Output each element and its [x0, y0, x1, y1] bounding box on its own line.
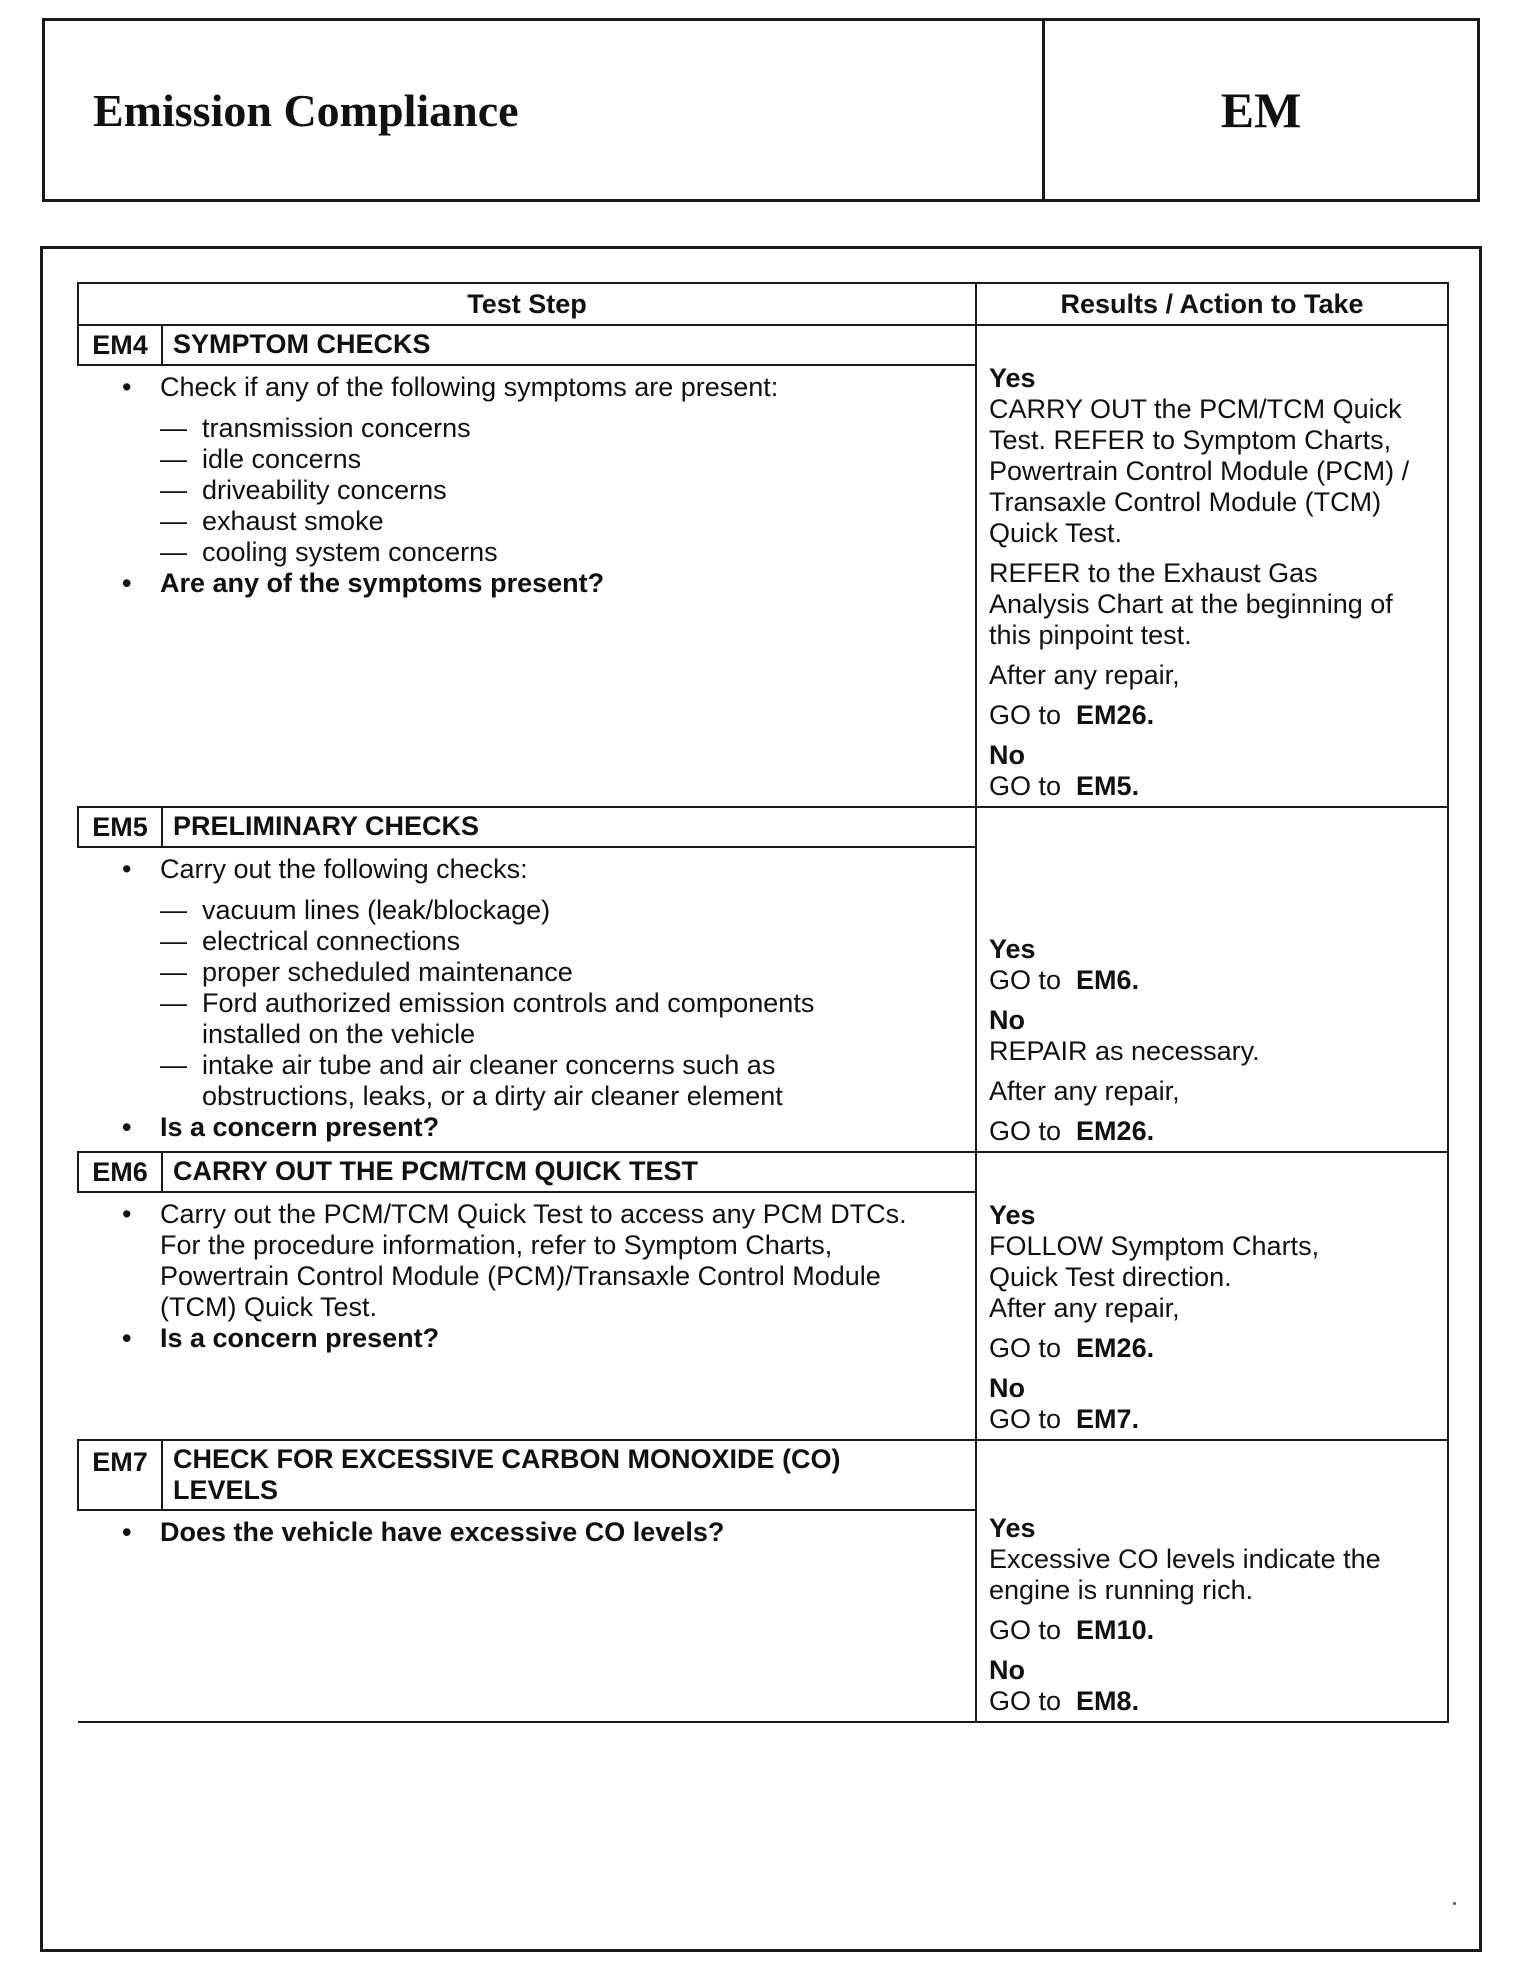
step-title: CHECK FOR EXCESSIVE CARBON MONOXIDE (CO) LEVELS: [162, 1440, 976, 1510]
step-question: • Is a concern present?: [118, 1112, 965, 1143]
step-id: EM6: [78, 1152, 162, 1192]
result-line: Quick Test direction.: [989, 1262, 1232, 1292]
scan-speck: [1453, 1902, 1456, 1905]
yes-label: Yes: [989, 934, 1036, 964]
result-line: this pinpoint test.: [989, 620, 1192, 650]
step-id: EM4: [78, 325, 162, 365]
step-title: PRELIMINARY CHECKS: [162, 807, 976, 847]
result-line: engine is running rich.: [989, 1575, 1254, 1605]
list-item: — driveability concerns: [160, 475, 447, 505]
list-item: — proper scheduled maintenance: [160, 957, 573, 987]
step-header-row: [78, 807, 1448, 847]
goto-prefix: GO to: [989, 771, 1062, 801]
step-result: [976, 1152, 1448, 1440]
step-body: [78, 1510, 976, 1722]
goto-prefix: GO to: [989, 700, 1062, 730]
result-line: CARRY OUT the PCM/TCM Quick: [989, 394, 1402, 424]
bullet-intro: • Carry out the PCM/TCM Quick Test to access any PCM DTCs. For the procedure information, refer to Symptom Charts, Powertrain Control Module (PCM)/Transaxle Control Module (TCM) Quick Test.: [118, 1199, 935, 1323]
list-item: — electrical connections: [160, 926, 461, 956]
result-line: Powertrain Control Module (PCM) /: [989, 456, 1410, 486]
step-result: [976, 1440, 1448, 1722]
list-item: — transmission concerns: [160, 413, 471, 443]
result-line: REFER to the Exhaust Gas: [989, 558, 1318, 588]
no-label: No: [989, 740, 1025, 770]
section-code: EM: [1220, 82, 1302, 138]
goto-step-ref: EM7.: [1076, 1404, 1140, 1434]
step-result: [976, 807, 1448, 1152]
step-header-row: [78, 1440, 1448, 1510]
step-id: EM7: [78, 1440, 162, 1510]
yes-label: Yes: [989, 363, 1036, 393]
bullet-intro: • Check if any of the following symptoms are present:: [118, 372, 965, 403]
step-body: [78, 847, 976, 1152]
result-line: Excessive CO levels indicate the: [989, 1544, 1381, 1574]
table-header-row: [78, 283, 1448, 325]
bullet-intro: • Carry out the following checks:: [118, 854, 965, 885]
step-body: [78, 1192, 976, 1440]
page-title: Emission Compliance: [45, 21, 1045, 199]
step-body: [78, 365, 976, 807]
list-item: — intake air tube and air cleaner concerns such as obstructions, leaks, or a dirty air cleaner element: [160, 1050, 783, 1111]
test-step-table: [77, 282, 1449, 1723]
result-line: REPAIR as necessary.: [989, 1036, 1260, 1066]
after-repair-text: After any repair,: [989, 660, 1180, 690]
goto-no: [989, 1116, 1435, 1147]
yes-label: Yes: [989, 1200, 1036, 1230]
step-title: SYMPTOM CHECKS: [162, 325, 976, 365]
step-question: • Are any of the symptoms present?: [118, 568, 965, 599]
goto-prefix: GO to: [989, 965, 1062, 995]
goto-step-ref: EM26.: [1076, 1333, 1155, 1363]
goto-prefix: GO to: [989, 1686, 1062, 1716]
goto-prefix: GO to: [989, 1333, 1062, 1363]
list-item: — idle concerns: [160, 444, 362, 474]
goto-step-ref: EM8.: [1076, 1686, 1140, 1716]
goto-yes: [989, 965, 1435, 996]
goto-step-ref: EM10.: [1076, 1615, 1155, 1645]
goto-step-ref: EM26.: [1076, 700, 1155, 730]
goto-step-ref: EM26.: [1076, 1116, 1155, 1146]
step-id: EM5: [78, 807, 162, 847]
page-header: [42, 18, 1480, 202]
result-line: Test. REFER to Symptom Charts,: [989, 425, 1392, 455]
goto-yes: [989, 1333, 1435, 1364]
result-line: FOLLOW Symptom Charts,: [989, 1231, 1320, 1261]
goto-prefix: GO to: [989, 1404, 1062, 1434]
step-header-row: [78, 1152, 1448, 1192]
goto-prefix: GO to: [989, 1615, 1062, 1645]
goto-yes: [989, 1615, 1435, 1646]
content-frame: [40, 246, 1482, 1952]
after-repair-text: After any repair,: [989, 1076, 1180, 1106]
after-repair-text: After any repair,: [989, 1293, 1180, 1323]
goto-no: [989, 1404, 1435, 1435]
goto-prefix: GO to: [989, 1116, 1062, 1146]
result-line: Transaxle Control Module (TCM): [989, 487, 1382, 517]
no-label: No: [989, 1005, 1025, 1035]
step-title: CARRY OUT THE PCM/TCM QUICK TEST: [162, 1152, 976, 1192]
list-item: — Ford authorized emission controls and components installed on the vehicle: [160, 988, 815, 1049]
step-result: [976, 325, 1448, 807]
result-line: Analysis Chart at the beginning of: [989, 589, 1393, 619]
step-question: • Does the vehicle have excessive CO levels?: [118, 1517, 965, 1548]
no-label: No: [989, 1373, 1025, 1403]
goto-step-ref: EM6.: [1076, 965, 1140, 995]
goto-step-ref: EM5.: [1076, 771, 1140, 801]
step-question: • Is a concern present?: [118, 1323, 935, 1354]
goto-no: [989, 1686, 1435, 1717]
result-line: Quick Test.: [989, 518, 1123, 548]
goto-no: [989, 771, 1435, 802]
list-item: — vacuum lines (leak/blockage): [160, 895, 551, 925]
no-label: No: [989, 1655, 1025, 1685]
goto-yes: [989, 700, 1435, 731]
yes-label: Yes: [989, 1513, 1036, 1543]
list-item: — exhaust smoke: [160, 506, 384, 536]
list-item: — cooling system concerns: [160, 537, 498, 567]
step-header-row: [78, 325, 1448, 365]
column-header-results: Results / Action to Take: [976, 283, 1448, 325]
column-header-test-step: Test Step: [78, 283, 976, 325]
